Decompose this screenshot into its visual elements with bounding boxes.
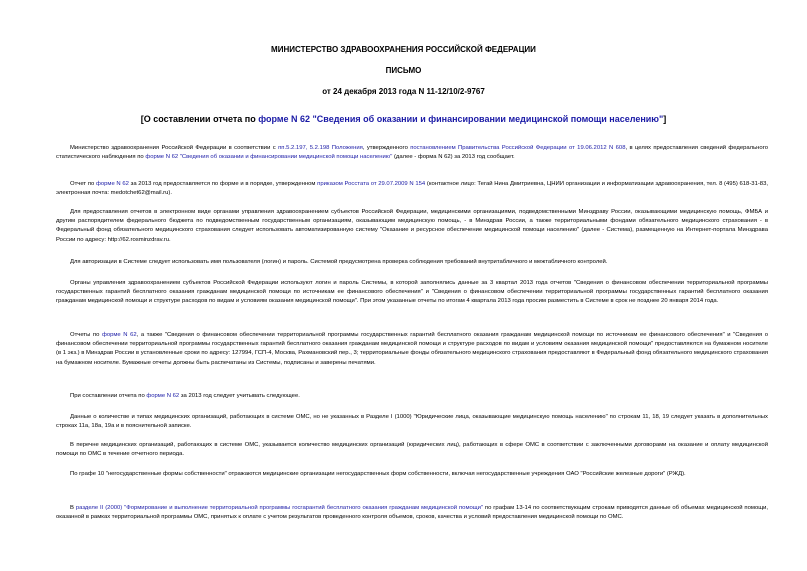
paragraph-text: В перечне медицинских организаций, работающих в системе ОМС, указывается количество медицинских организаций (юридических лиц), работающих в сфере ОМС в соответствии с заключенными договорами на оказание и оплату медицинской помощи по ОМС в течение отчетного периода. <box>56 442 768 458</box>
paragraph-text: Для предоставления отчетов в электронном виде органами управления здравоохранением субъектов Российской Федерации, медицинскими организациями, подведомственными Минздраву России, оказывающими медицинскую помощь, ФМБА и другим распорядителем федерального бюджета по подведомственным государственным организациям, оказывающим медицинскую помощь, - в Минздрав России, а также территориальными фондами обязательного медицинского страхования - в Федеральный фонд обязательного медицинского страхования следует использовать автоматизированную систему "Оказание и ресурсное обеспечение медицинской помощи населению" (далее - Система), размещенную на Интернет-портала Минздрава России по адресу: http://62.rosminzdrav.ru. <box>56 209 768 243</box>
paragraph-text: Отчет по <box>70 181 96 187</box>
title-suffix: ] <box>663 114 667 124</box>
inline-link[interactable]: форме N 62 <box>96 181 129 187</box>
ministry-heading: МИНИСТЕРСТВО ЗДРАВООХРАНЕНИЯ РОССИЙСКОЙ ФЕДЕРАЦИИ <box>271 45 536 54</box>
paragraph-text: , а также "Сведения о финансовом обеспечении территориальной программы государственных гарантий бесплатного оказания гражданам медицинской помощи по источникам ее финансового обеспечения" и "Сведения о финансовом обеспечении территориальной программы государственных гарантий бесплатного оказания гражданам медицинской помощи и структуре расходов по видам и условиям оказания медицинской помощи" предоставляются на бумажном носителе (в 1 экз.) в Минздрав России в установленные сроки по адресу: 127994, ГСП-4, Москва, Рахмановский пер., 3; территориальные фонды обязательного медицинского страхования предоставляют в Федеральный фонд обязательного медицинского страхования на бумажном носителе. Бумажные отчеты должны быть распечатаны из Системы, подписаны и заверены печатями. <box>56 332 768 366</box>
paragraph-3 <box>56 208 768 245</box>
paragraph-text: (контактное лицо: Тегай Нина Дмитриевна, ЦНИИ организации и информатизации здравоохранения, тел. 8 (495) 618-31-83, электронная почта: medotchet62@mail.ru). <box>56 181 768 197</box>
paragraph-text: , утвержденного <box>362 145 411 151</box>
title-prefix: [О составлении отчета по <box>140 114 259 124</box>
paragraph-10 <box>56 470 768 479</box>
document-title <box>0 114 807 124</box>
paragraph-2 <box>56 180 768 198</box>
paragraph-1 <box>56 144 768 162</box>
paragraph-text: Данные о количестве и типах медицинских организаций, работающих в системе ОМС, но не указанных в Разделе I (1000) "Юридические лица, оказывающие медицинскую помощь населению" по строкам 11, 18, 19 следует указать в дополнительных строках 11а, 18а, 19а и в пояснительной записке. <box>56 414 768 430</box>
inline-link[interactable]: приказом Росстата от 29.07.2009 N 154 <box>317 181 426 187</box>
paragraph-text: В <box>70 505 76 511</box>
inline-link[interactable]: разделе II (2000) "Формирование и выполнение территориальной программы госгарантий бесплатного оказания гражданам медицинской помощи" <box>75 505 483 511</box>
paragraph-11 <box>56 504 768 522</box>
paragraph-text: Отчеты по <box>70 332 102 338</box>
paragraph-6 <box>56 331 768 368</box>
document-type: ПИСЬМО <box>385 66 422 75</box>
paragraph-text: Органы управления здравоохранением субъектов Российской Федерации используют логин и пароль Системы, в которой заполнялись данные за 3 квартал 2013 года отчетов "Сведения о финансовом обеспечении территориальной программы государственных гарантий бесплатного оказания гражданам медицинской помощи по источникам ее финансового обеспечения" и "Сведения о финансовом обеспечении территориальной программы государственных гарантий бесплатного оказания гражданам медицинской помощи и структуре расходов по видам и условиям оказания медицинской помощи". При этом указанные отчеты по итогам 4 квартала 2013 года просим разместить в Системе в срок не позднее 20 января 2014 года. <box>56 280 768 305</box>
inline-link[interactable]: пп.5.2.197, 5.2.198 Положения <box>278 145 363 151</box>
paragraph-4 <box>56 258 768 267</box>
paragraph-text: за 2013 год следует учитывать следующее. <box>179 393 300 399</box>
paragraph-8 <box>56 413 768 431</box>
paragraph-text: По графе 10 "негосударственные формы собственности" отражаются медицинские организации негосударственных форм собственности, включая негосударственные учреждения ОАО "Российские железные дороги" (РЖД). <box>70 471 686 477</box>
paragraph-9 <box>56 441 768 459</box>
title-form-link[interactable]: форме N 62 "Сведения об оказании и финансировании медицинской помощи населению" <box>258 114 664 124</box>
inline-link[interactable]: форме N 62 "Сведения об оказании и финансировании медицинской помощи населению" <box>145 154 393 161</box>
paragraph-text: за 2013 год предоставляется по форме и в порядке, утвержденном <box>128 181 318 187</box>
paragraph-text: , в целях предоставления сведений федерального статистического наблюдения по <box>56 145 768 161</box>
paragraph-7 <box>56 392 768 401</box>
document-date-number: от 24 декабря 2013 года N 11-12/10/2-9767 <box>322 87 485 96</box>
paragraph-text: При составлении отчета по <box>70 393 147 399</box>
inline-link[interactable]: постановлением Правительства Российской Федерации от 19.06.2012 N 608 <box>410 145 626 151</box>
paragraph-5 <box>56 279 768 307</box>
paragraph-text: по графам 13-14 по соответствующим строкам приводятся данные об объемах медицинской помощи, оказанной в рамках территориальной программы ОМС, принятых к оплате с учетом результатов проведенного контроля объемов, сроков, качества и условий предоставления медицинской помощи по ОМС. <box>56 505 768 521</box>
paragraph-text: (далее - форма N 62) за 2013 год сообщает. <box>392 154 515 161</box>
paragraph-text: Министерство здравоохранения Российской Федерации в соответствии с <box>70 145 279 151</box>
inline-link[interactable]: форме N 62 <box>146 393 180 399</box>
inline-link[interactable]: форме N 62 <box>101 332 137 338</box>
paragraph-text: Для авторизации в Системе следует использовать имя пользователя (логин) и пароль. Системой предусмотрена проверка соблюдения требований внутритабличного и межтабличного контролей. <box>70 259 608 265</box>
